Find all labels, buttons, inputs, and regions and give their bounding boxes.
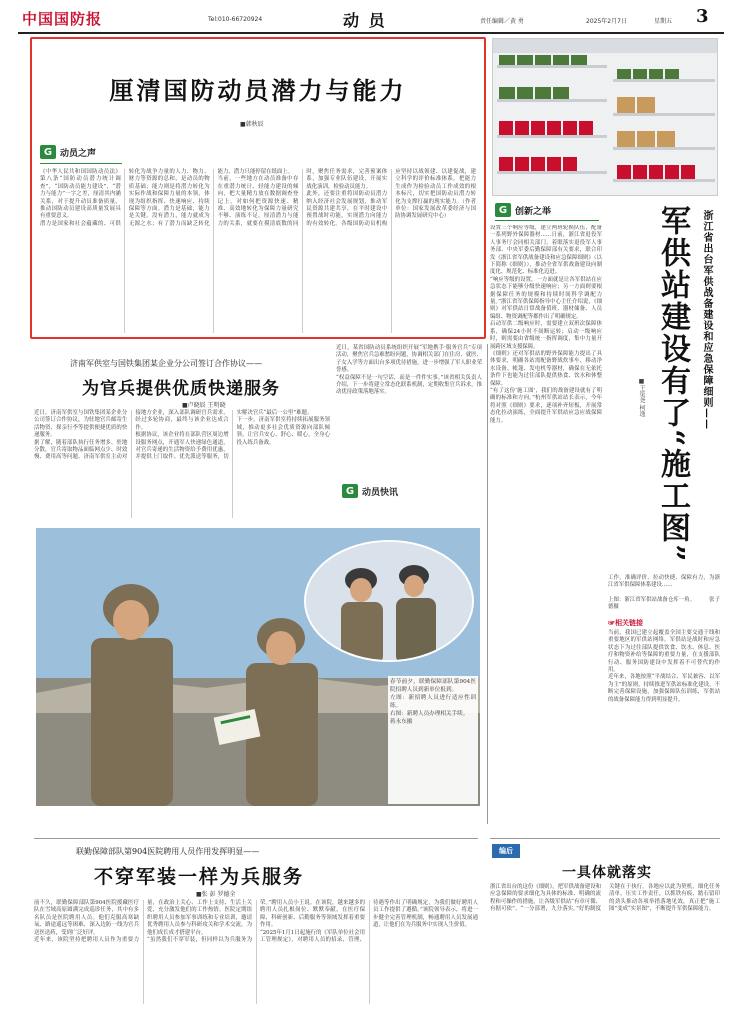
quick-news-body: 近日，某省国防动员系统组织开展“军地携手·服务官兵”专项活动，聚焦官兵急难愁盼问题，协调相关部门在住房、就医、子女入学等方面出台多项优待措施，进一步增强了军人职业荣誉感。 “权益保障不是一句空话，而是一件件实事。”该省相关负责人介绍，下一步将建立常态化联系机制，定期收集官兵诉求，推动优待政策落地落实。	[336, 345, 482, 396]
feature-headline-vertical: 军供站建设有了“施工图”	[655, 205, 690, 564]
bottom-kicker: 联勤保障部队第904医院聘用人员作用发挥明显——	[76, 847, 260, 856]
section-tag-label: 动员之声	[60, 148, 97, 159]
bottom-body: 前不久，联勤保障部队第904医院援藏医疗队在雪域高原圆满完成巡诊任务，其中有多名队员是医院聘用人员。他们克服高寒缺氧、路途遥远等困难，深入边防一线为官兵送医送药，受到广泛好评。 近年来，该院坚持把聘用人员作为重要力量，在政治上关心、工作上支持、生活上关爱，充分激发他们的工作热情。医院定期组织聘用人员参加军事训练和专业培训，邀请优秀聘用人员参与科研攻关和学术交流，为他们成长成才搭建平台。 “虽然我们不穿军装，但同样以为兵服务为荣。”聘用人员小王说。在该院，越来越多的聘用人员扎根岗位、默默奉献，在医疗保障、科研创新、后勤服务等领域发挥着重要作用。 “2025年1月1日起施行的《军队单位社会用工管理规定》，对聘用人员的招录、管理、待遇等作出了明确规定，为我们做好聘用人员工作提供了遵循。”该院领导表示，将进一步健全完善管理机制，畅通聘用人员发展通道，让他们在为兵服务中实现人生价值。	[34, 900, 478, 944]
editorial-body: 浙江省出台的这份《细则》，把军供战备建设和应急保障的要求细化为具体的标准、明确的流程和可操作的措施，让各级军供站“有章可循、有据可依”。“一分部署，九分落实。”好的制度关键在于执行。各地应以此为契机，细化任务清单，压实工作责任，以抓铁有痕、踏石留印的劲头推动各项举措落地见效，真正把“施工图”变成“实景图”，不断提升军供保障能力。	[490, 884, 720, 913]
middle-kicker: 济南军供室与国铁集团某企业分公司签订合作协议——	[70, 359, 262, 368]
feature-deck-vertical: 浙江省出台军供战备建设和应急保障细则——	[701, 210, 712, 430]
section-tag-icon: G	[342, 484, 358, 498]
photo-caption: 春节前夕，联勤保障部队第904医院招聘人员到新单位报到。 左图：新招聘人员进行适应性训练。 右图：新聘人员办理相关手续。 蒋永东摄	[388, 676, 478, 804]
section-name: 动 员	[343, 11, 387, 30]
inset-illustration	[306, 542, 474, 662]
related-links-body: 当前，我国已建立起覆盖全国主要交通干线和重要地区的军供站网络。军供站是战时和应急状态下为过往部队提供饮食、饮水、休息、医疗和物资补给等保障的重要力量，在支援部队行动、服务国防建设中发挥着不可替代的作用。 近年来，各地按照“平战结合、军民兼容、以军为主”的原则，持续推进军供站标准化建设，不断完善保障设施，加强保障队伍训练，军供站的战备保障能力得到明显提升。	[608, 630, 720, 703]
lead-headline: 厘清国防动员潜力与能力	[109, 76, 407, 105]
middle-headline: 为官兵提供优质快递服务	[82, 379, 280, 399]
page-number: 3	[696, 6, 709, 27]
section-tag-voice	[40, 145, 96, 159]
feature-photo-signoff: 上图：浙江省军供站战备仓库一角。 张子德摄	[608, 597, 720, 611]
section-tag-icon: G	[40, 145, 56, 159]
middle-byline: ■卢晓辰 王明晓	[182, 402, 226, 409]
feature-tail: 工作，准确评价、拉动快捷、保障有力，为浙江省军供保障体系建设……	[608, 575, 720, 589]
lead-byline: ■韩秋辰	[240, 121, 264, 128]
masthead	[18, 6, 724, 32]
editorial-title: 一具体就落实	[562, 865, 652, 881]
section-tag-innovation	[495, 203, 551, 217]
section-tag-label: 创新之举	[515, 206, 552, 217]
related-links-label: ☞相关链接	[608, 618, 643, 627]
bottom-byline: ■张 彭 罗德全	[196, 891, 236, 898]
section-tag-icon: G	[495, 203, 511, 217]
masthead-date: 2025年2月7日	[586, 18, 627, 25]
lead-article-box	[30, 37, 486, 339]
editorial-label: 编后	[492, 844, 520, 858]
feature-body: 设置三个响应等级，建立两班轮换队伍，配备一系列野外保障器材……日前，浙江省退役军人事务厅会同相关部门，着眼落实退役军人事务部、中央军委后勤保障部有关要求，联合印发《浙江省军供战备建设和应急保障细则》（以下简称《细则》），推动全省军供战备建设向制度化、规范化、标准化迈进。 “响应等级的设置，一方面就是让各军供站在应急状态下能够分级快速响应；另一方面则要根据保障任务的规模和持续时间科学调配力量。”浙江省军供保障指导中心主任介绍说，《细则》对军供站日常战备值班、器材储备、人员编组、物资调配等都作出了明确规定。 启动军供二级响应时，需要建立双班次保障体系，确保24小时不间断运转；启动一级响应时，则需要由省级统一指挥调度，集中力量开展跨区域支援保障。 《细则》还对军供站的野外保障能力提出了具体要求，明确各站需配备野战炊事车、移动净水设备、帐篷、发电机等器材，确保在无依托条件下也能为过往部队提供热食、饮水和休整保障。 “有了这份‘施工图’，我们的战备建设就有了明确的标准和方向。”杭州军供站站长表示，今年将对照《细则》要求，逐项补齐短板，开展常态化拉动演练，全面提升军供站应急应战保障能力。	[490, 225, 602, 424]
masthead-tel: Tel:010-66720924	[208, 16, 263, 23]
lead-body: 《中华人民共和国国防动员法》第八条“国防动员潜力统计调查”，“国防动员能力建设”，“潜力与能力”一字之差，厘清其内涵关系，对于提升动员准备质量、推动国防动员建设高质量发展具有重要意义。 潜力是国家和社会蕴藏的、可供转化为战争力量的人力、物力、财力等资源的总和，是动员的物质基础；能力则是将潜力转化为实际作战和保障力量的本领，体现为组织指挥、快速响应、持续保障等方面。潜力是基础，能力是关键。没有潜力，能力就成为无源之水；有了潜力而缺乏转化能力，潜力只能停留在纸面上。 当前，一些地方在动员准备中存在重潜力统计、轻能力建设的倾向，把大量精力放在数据调查登记上，对如何把资源快速、精准、高效地转化为保障力量研究不够、演练不足。厘清潜力与能力的关系，就要在摸清底数的同时，聚焦任务需求，完善预案体系，加强专业队伍建设，开展实战化演训，检验动员能力。 此外，还要注重将国防动员潜力纳入经济社会发展规划，推动军民资源共建共享，在平时建设中预置战时功能，实现潜力向能力的有效转化。各级国防动员机构应坚持以战领建、以建促战，建立科学的评价标准体系，把能力生成作为检验动员工作成效的根本标尺，切实把国防动员潜力转化为支撑打赢的现实能力。（作者单位：国家发展改革委经济与国防协调发展研究中心）	[40, 169, 476, 227]
warehouse-photo	[492, 38, 718, 196]
section-tag-quick	[342, 484, 398, 498]
masthead-editor: 责任编辑／黄 勇	[480, 18, 524, 25]
newspaper-logo: 中国国防报	[22, 10, 103, 28]
inset-photo	[304, 540, 474, 662]
warehouse-illustration	[493, 39, 718, 196]
feature-byline: ■王笕尧 柯逸	[638, 378, 645, 417]
masthead-weekday: 星期五	[654, 18, 673, 25]
bottom-headline: 不穿军装一样为兵服务	[94, 866, 305, 888]
section-tag-label: 动员快讯	[362, 487, 399, 498]
related-links-icon: ☞	[608, 618, 615, 627]
middle-body: 近日，济南军供室与国铁集团某企业分公司签订合作协议，为驻地官兵邮寄生活物资、探亲行李等提供便捷优质的快递服务。 据了解，随着部队执行任务增多、驻地分散，官兵寄取物品面临网点少、时效慢、费用高等问题。济南军供室主动对接地方企业，深入部队调研官兵需求，经过多轮协商，最终与该企业达成合作。 根据协议，该企业将在部队营区周边增设服务网点，开通军人快递绿色通道，对官兵寄递的生活物资给予费用优惠，并提供上门取件、优先派送等服务，切实解决官兵“最后一公里”难题。 下一步，济南军供室将持续拓展服务领域，推动更多社会优质资源向部队倾斜，让官兵安心、舒心、暖心，全身心投入练兵备战。	[34, 410, 330, 461]
